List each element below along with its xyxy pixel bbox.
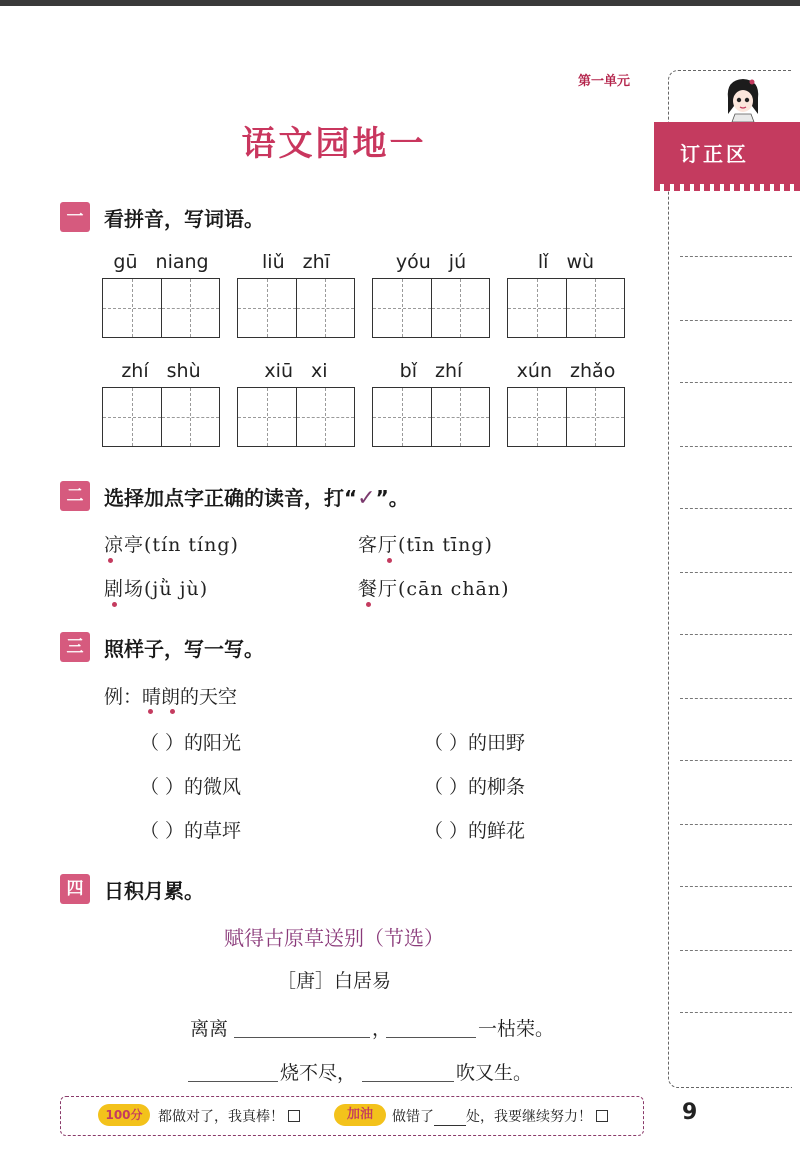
pinyin-label: xiū xi	[264, 360, 328, 382]
girl-icon	[722, 76, 764, 122]
writing-box[interactable]	[507, 278, 625, 338]
pinyin-label: bǐ zhí	[399, 360, 463, 382]
fill-blank-phrase[interactable]: （ ）的微风	[140, 776, 242, 798]
checkbox-full-score[interactable]	[288, 1110, 300, 1122]
poem-title: 赋得古原草送别（节选）	[224, 926, 444, 950]
fill-blank-phrase[interactable]: （ ）的草坪	[140, 820, 242, 842]
reading-option[interactable]: 凉亭(tín tíng)	[104, 534, 239, 556]
emphasis-dot	[387, 558, 392, 563]
fill-blank-phrase[interactable]: （ ）的柳条	[424, 776, 526, 798]
correction-line	[680, 824, 792, 825]
section-3-title: 照样子，写一写。	[104, 637, 264, 661]
section-1-badge: 一	[60, 202, 90, 232]
correction-line	[680, 698, 792, 699]
poem-blank[interactable]	[386, 1037, 476, 1038]
fill-blank-phrase[interactable]: （ ）的田野	[424, 732, 526, 754]
poem-text: 吹又生。	[456, 1062, 533, 1084]
pinyin-label: xún zhǎo	[516, 360, 616, 382]
emphasis-dot	[112, 602, 117, 607]
full-score-badge: 100分	[98, 1104, 150, 1126]
mistake-text: 做错了 处，我要继续努力！	[392, 1106, 608, 1126]
poem-blank[interactable]	[362, 1081, 454, 1082]
correction-line	[680, 446, 792, 447]
section-4-badge: 四	[60, 874, 90, 904]
page-title: 语文园地一	[241, 124, 427, 164]
poem-blank[interactable]	[188, 1081, 278, 1082]
writing-box[interactable]	[102, 278, 220, 338]
unit-label: 第一单元	[578, 74, 631, 89]
reading-option[interactable]: 客厅(tīn tīng)	[358, 534, 493, 556]
writing-box[interactable]	[372, 278, 490, 338]
page-number: 9	[682, 1100, 698, 1125]
check-mark-icon: ✓	[357, 486, 376, 511]
pinyin-label: lǐ wù	[537, 251, 595, 273]
poem-text: 离离	[190, 1018, 229, 1040]
correction-line	[680, 256, 792, 257]
section-3-badge: 三	[60, 632, 90, 662]
correction-line	[680, 320, 792, 321]
poem-text: 一枯荣。	[478, 1018, 555, 1040]
emphasis-dot	[366, 602, 371, 607]
fill-blank-phrase[interactable]: （ ）的阳光	[140, 732, 242, 754]
correction-tab	[654, 122, 800, 184]
section-4-title: 日积月累。	[104, 879, 204, 903]
pinyin-label: gū niang	[113, 251, 209, 273]
checkbox-mistakes[interactable]	[596, 1110, 608, 1122]
reading-option[interactable]: 剧场(jǜ jù)	[104, 578, 209, 600]
correction-area	[668, 70, 792, 1088]
writing-box[interactable]	[237, 387, 355, 447]
correction-line	[680, 886, 792, 887]
section-1-title: 看拼音，写词语。	[104, 207, 264, 231]
writing-box[interactable]	[507, 387, 625, 447]
emphasis-dot	[148, 709, 153, 714]
writing-box[interactable]	[237, 278, 355, 338]
fill-blank-phrase[interactable]: （ ）的鲜花	[424, 820, 526, 842]
section-2-title: 选择加点字正确的读音，打“✓”。	[104, 486, 409, 511]
top-edge	[0, 0, 800, 6]
pinyin-label: zhí shù	[121, 360, 201, 382]
example-text: 例：晴朗的天空	[104, 686, 238, 708]
emphasis-dot	[108, 558, 113, 563]
correction-line	[680, 508, 792, 509]
poem-text: ，	[372, 1018, 392, 1040]
poem-blank[interactable]	[234, 1037, 370, 1038]
correction-line	[680, 634, 792, 635]
section-2-badge: 二	[60, 481, 90, 511]
writing-box[interactable]	[372, 387, 490, 447]
correction-line	[680, 950, 792, 951]
correction-line	[680, 1012, 792, 1013]
poem-author: ［唐］白居易	[276, 970, 391, 992]
correction-line	[680, 760, 792, 761]
poem-text: 烧不尽，	[280, 1062, 357, 1084]
pinyin-label: liǔ zhī	[262, 251, 330, 273]
correction-label: 订正区	[680, 142, 749, 166]
reading-option[interactable]: 餐厅(cān chān)	[358, 578, 510, 600]
full-score-text: 都做对了，我真棒！	[158, 1106, 300, 1126]
encourage-badge: 加油	[334, 1104, 386, 1126]
mistake-count-blank[interactable]	[434, 1109, 466, 1126]
emphasis-dot	[170, 709, 175, 714]
pinyin-label: yóu jú	[395, 251, 467, 273]
writing-box[interactable]	[102, 387, 220, 447]
correction-line	[680, 572, 792, 573]
correction-line	[680, 382, 792, 383]
